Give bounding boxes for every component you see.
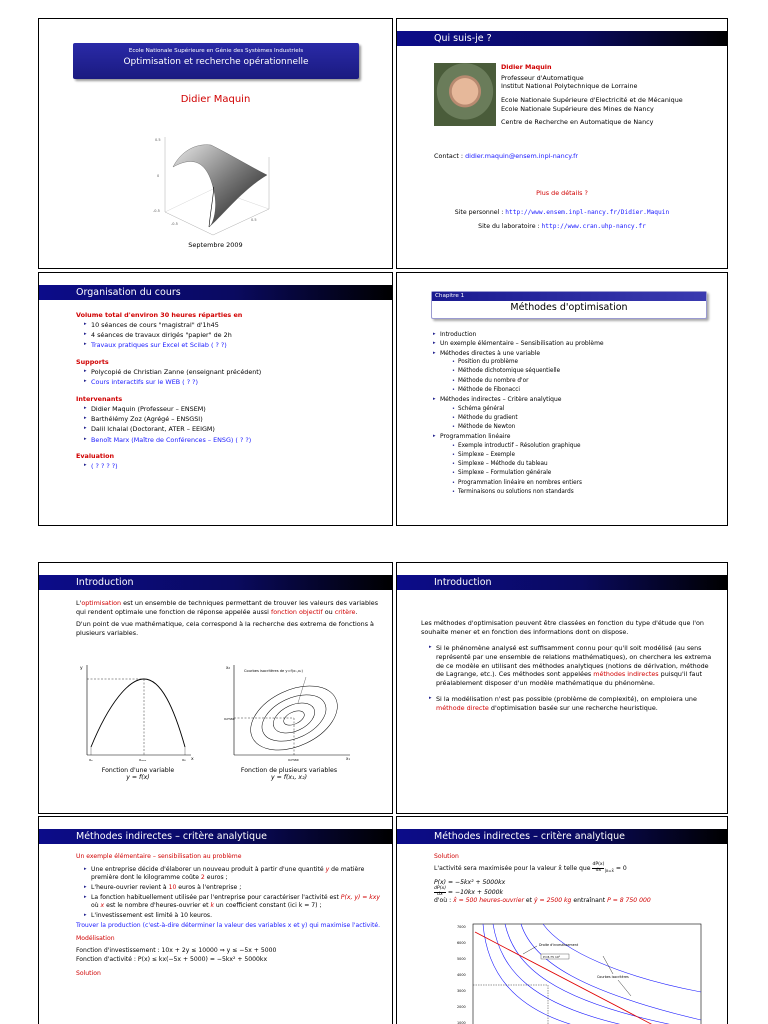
chapter-label: Chapitre 1 [432, 292, 706, 301]
annotation-optimum: P=8.75 10⁶ [543, 955, 560, 959]
list-item: ▸ 10 séances de cours "magistral" d'1h45 [84, 321, 382, 330]
slide-introduction-1 [38, 562, 393, 814]
equation-activity: Fonction d'activité : P(x) ≤ kx(−5x + 5000) = −5kx² + 5000kx [76, 955, 268, 963]
axis-label-y: x₂ [226, 665, 230, 670]
toc-item[interactable] [433, 433, 717, 496]
slide-header: Introduction [39, 575, 392, 590]
toc-subitem[interactable]: • Méthode de Newton [452, 424, 717, 432]
surface-plot-image [151, 117, 286, 242]
svg-text:0.5: 0.5 [155, 138, 161, 142]
slide-header: Méthodes indirectes – critère analytique [397, 829, 727, 844]
modelisation-title: Modélisation [76, 935, 115, 943]
tick-label: 2000 [457, 1005, 466, 1009]
tick-label: x₁max [288, 758, 299, 761]
list-item: ▸ L'heure-ouvrier revient à 10 euros à l'entreprise ; [84, 884, 382, 892]
slide-header: Introduction [397, 575, 727, 590]
tick-label: xₐ [89, 758, 93, 761]
slide-title [38, 18, 393, 269]
list-item: ▸ La fonction habituellement utilisée par l'entreprise pour caractériser l'activité est P(x, y) = kxy où x est le nombre d'heures-ouvrier et k un coefficient constant (ici k = 7) ; [84, 894, 382, 910]
about-lab: Centre de Recherche en Automatique de Nancy [501, 118, 654, 127]
tick-label: 6000 [457, 941, 466, 945]
about-school1: Ecole Nationale Supérieure d'Electricité et de Mécanique [501, 95, 683, 104]
tick-label: 3000 [457, 989, 466, 993]
list-item: ▸ Une entreprise décide d'élaborer un nouveau produit à partir d'une quantité y de matière première dont le kilogramme coûte 2 euros ; [84, 866, 382, 882]
list-item: ▸ Si le phénomène analysé est suffisamment connu pour qu'il soit modélisé (au sens représenté par une ensemble de relations mathématiques), on cherchera les extrema de ce modèle en utilisant des méthodes analytiques (notions de dérivation, méthode de Lagrange, etc.). Ces méthodes sont appelées méthodes indirectes puisqu'il faut préalablement disposer d'un modèle mathématique du phénomène. [429, 644, 713, 687]
axis-label-y: y [80, 666, 83, 671]
list-item: ▸ Barthélémy Zoz (Agrégé – ENSGSI) [84, 415, 382, 424]
site-url-link[interactable]: http://www.ensem.inpl-nancy.fr/Didier.Maquin [505, 209, 670, 216]
toc-item[interactable]: ▸ Introduction [433, 331, 717, 339]
example-subtitle: Un exemple élémentaire – sensibilisation au problème [76, 853, 242, 860]
course-title: Optimisation et recherche opérationnelle [123, 57, 309, 67]
svg-text:0.5: 0.5 [251, 218, 257, 222]
annotation-investment-line: Droite d'investissement [539, 943, 579, 947]
author-name: Didier Maquin [180, 94, 251, 105]
toc-item-label: Méthodes directes à une variable [440, 349, 541, 357]
slide-date: Septembre 2009 [188, 241, 243, 249]
list-item-link[interactable]: ▸ ( ? ? ? ?) [84, 462, 382, 471]
slide-header: Qui suis-je ? [397, 31, 727, 46]
about-name: Didier Maquin [501, 63, 552, 71]
slide-header: Organisation du cours [39, 285, 392, 300]
plot1-formula: y = f(x) [126, 774, 150, 781]
chapter-title: Méthodes d'optimisation [510, 302, 628, 313]
list-item: ▸ L'investissement est limité à 10 keuros. [84, 912, 382, 920]
toc-subitem[interactable]: • Méthode dichotomique séquentielle [452, 368, 717, 376]
svg-text:-0.5: -0.5 [153, 209, 160, 213]
toc-item[interactable]: ▸ Un exemple élémentaire – Sensibilisation au problème [433, 340, 717, 348]
contact-label: Contact : [434, 152, 464, 160]
tick-label: 1000 [457, 1021, 466, 1024]
toc-subitem[interactable]: • Position du problème [452, 359, 717, 367]
toc-item[interactable] [433, 396, 717, 432]
toc-subitem[interactable]: • Schéma général [452, 406, 717, 414]
intro2-paragraph: Les méthodes d'optimisation peuvent être classées en fonction du type d'étude que l'on souhaite mener et en fonction des informations dont on dispose. [421, 619, 704, 636]
list-item-link[interactable]: ▸ Travaux pratiques sur Excel et Scilab ( ? ?) [84, 341, 382, 350]
author-photo [434, 63, 496, 126]
list-item: ▸ Si la modélisation n'est pas possible (problème de complexité), on emploiera une méthode directe d'optimisation basée sur une recherche heuristique. [429, 695, 713, 712]
contact-email-link[interactable]: didier.maquin@ensem.inpl-nancy.fr [465, 152, 579, 160]
plot1-caption: Fonction d'une variable [101, 767, 175, 774]
section-evaluation-title: Evaluation [76, 452, 115, 461]
school-name: Ecole Nationale Supérieure en Génie des Systèmes Industriels [128, 48, 304, 54]
chapter-banner [431, 291, 707, 319]
annotation-isocriteria: Courbes isocritères [597, 975, 629, 979]
site-label: Site personnel : [454, 209, 504, 216]
axis-label-x: x₁ [346, 756, 350, 761]
toc-subitem[interactable]: • Terminaisons ou solutions non standards [452, 489, 717, 497]
svg-text:-0.5: -0.5 [171, 222, 178, 226]
toc-subitem[interactable]: • Simplexe – Formulation générale [452, 470, 717, 478]
svg-text:0: 0 [157, 174, 160, 178]
equation-derivative: $\frac{dP(x)}{dx}$ = −10kx + 5000k [434, 885, 503, 897]
section-volume-title: Volume total d'environ 30 heures réparties en [76, 311, 243, 319]
toc-subitem[interactable]: • Méthode de Fibonacci [452, 387, 717, 395]
toc-item-label: Programmation linéaire [440, 433, 511, 441]
toc-subitem[interactable]: • Méthode du gradient [452, 415, 717, 423]
isocriteria-plot [453, 922, 703, 1024]
toc-subitem[interactable]: • Simplexe – Méthode du tableau [452, 461, 717, 469]
plot2-formula: y = f(x₁, x₂) [270, 774, 307, 781]
slide-introduction-2 [396, 562, 728, 814]
plot-title: Courbes isocritères de y=f(x₁,x₂) [244, 669, 303, 673]
slide-about [396, 18, 728, 269]
lab-url-link[interactable]: http://www.cran.uhp-nancy.fr [541, 223, 646, 230]
intro-paragraph-1: L'optimisation est un ensemble de techniques permettant de trouver les valeurs des variables qui rendent optimale une fonction de réponse appelée aussi fonction objectif ou critère. [76, 599, 379, 616]
tick-label: 4000 [457, 973, 466, 977]
slide-indirect-methods-2 [396, 816, 728, 1024]
equation-investment: Fonction d'investissement : 10x + 2y ≤ 10000 ⇒ y ≤ −5x + 5000 [76, 947, 277, 955]
title-banner [73, 43, 359, 79]
intro-paragraph-2: D'un point de vue mathématique, cela correspond à la recherche des extrema de fonctions à plusieurs variables. [76, 620, 374, 637]
multi-variable-contour-plot [224, 663, 354, 761]
single-variable-plot [79, 663, 197, 761]
list-item-link[interactable]: ▸ Benoît Marx (Maître de Conférences – ENSG) ( ? ?) [84, 436, 382, 445]
lab-site-label: Site du laboratoire : [478, 223, 540, 230]
list-item: ▸ Polycopié de Christian Zanne (enseignant précédent) [84, 368, 382, 377]
section-intervenants-title: Intervenants [76, 394, 123, 403]
about-role1: Professeur d'Automatique [501, 73, 584, 82]
slide-organisation [38, 272, 393, 526]
list-item: ▸ Didier Maquin (Professeur – ENSEM) [84, 405, 382, 414]
toc-item[interactable] [433, 350, 717, 395]
toc-subitem[interactable]: • Méthode du nombre d'or [452, 378, 717, 386]
toc-subitem[interactable]: • Programmation linéaire en nombres entiers [452, 480, 717, 488]
about-school2: Ecole Nationale Supérieure des Mines de Nancy [501, 104, 654, 113]
toc-subitem[interactable]: • Exemple introductif – Résolution graphique [452, 443, 717, 451]
tick-label: xₘₐₓ [139, 758, 147, 761]
tick-label: xᵦ [182, 758, 186, 761]
optimality-condition: L'activité sera maximisée pour la valeur x̂ telle que $\frac{dP(x)}{dx}$ $_{|x=x̂}$ = 0 [434, 862, 627, 874]
list-item-link[interactable]: ▸ Cours interactifs sur le WEB ( ? ?) [84, 378, 382, 387]
slide-header: Méthodes indirectes – critère analytique [39, 829, 392, 844]
tick-label: x₂max [224, 717, 235, 721]
list-item: ▸ 4 séances de travaux dirigés "papier" de 2h [84, 331, 382, 340]
equation-p: P(x) = −5kx² + 5000kx [434, 878, 506, 886]
toc-item-label: Méthodes indirectes – Critère analytique [440, 396, 562, 404]
solution-values: d'où : x̂ = 500 heures-ouvrier et ŷ = 2500 kg entraînant P = 8 750 000 [434, 897, 651, 905]
plot2-caption: Fonction de plusieurs variables [240, 767, 338, 774]
tick-label: 5000 [457, 957, 466, 961]
solution-title: Solution [434, 853, 459, 860]
solution-title: Solution [76, 969, 101, 977]
tick-label: 7000 [457, 925, 466, 929]
slide-indirect-methods-1 [38, 816, 393, 1024]
list-item: ▸ Dalil Ichalal (Doctorant, ATER – EEIGM) [84, 425, 382, 434]
axis-label-x: x [191, 757, 194, 761]
slide-chapter [396, 272, 728, 526]
more-details: Plus de détails ? [536, 189, 588, 197]
about-role2: Institut National Polytechnique de Lorraine [501, 82, 638, 91]
section-supports-title: Supports [76, 358, 109, 367]
problem-goal: Trouver la production (c'est-à-dire déterminer la valeur des variables x et y) qui maximise l'activité. [76, 922, 381, 930]
toc-subitem[interactable]: • Simplexe – Exemple [452, 452, 717, 460]
